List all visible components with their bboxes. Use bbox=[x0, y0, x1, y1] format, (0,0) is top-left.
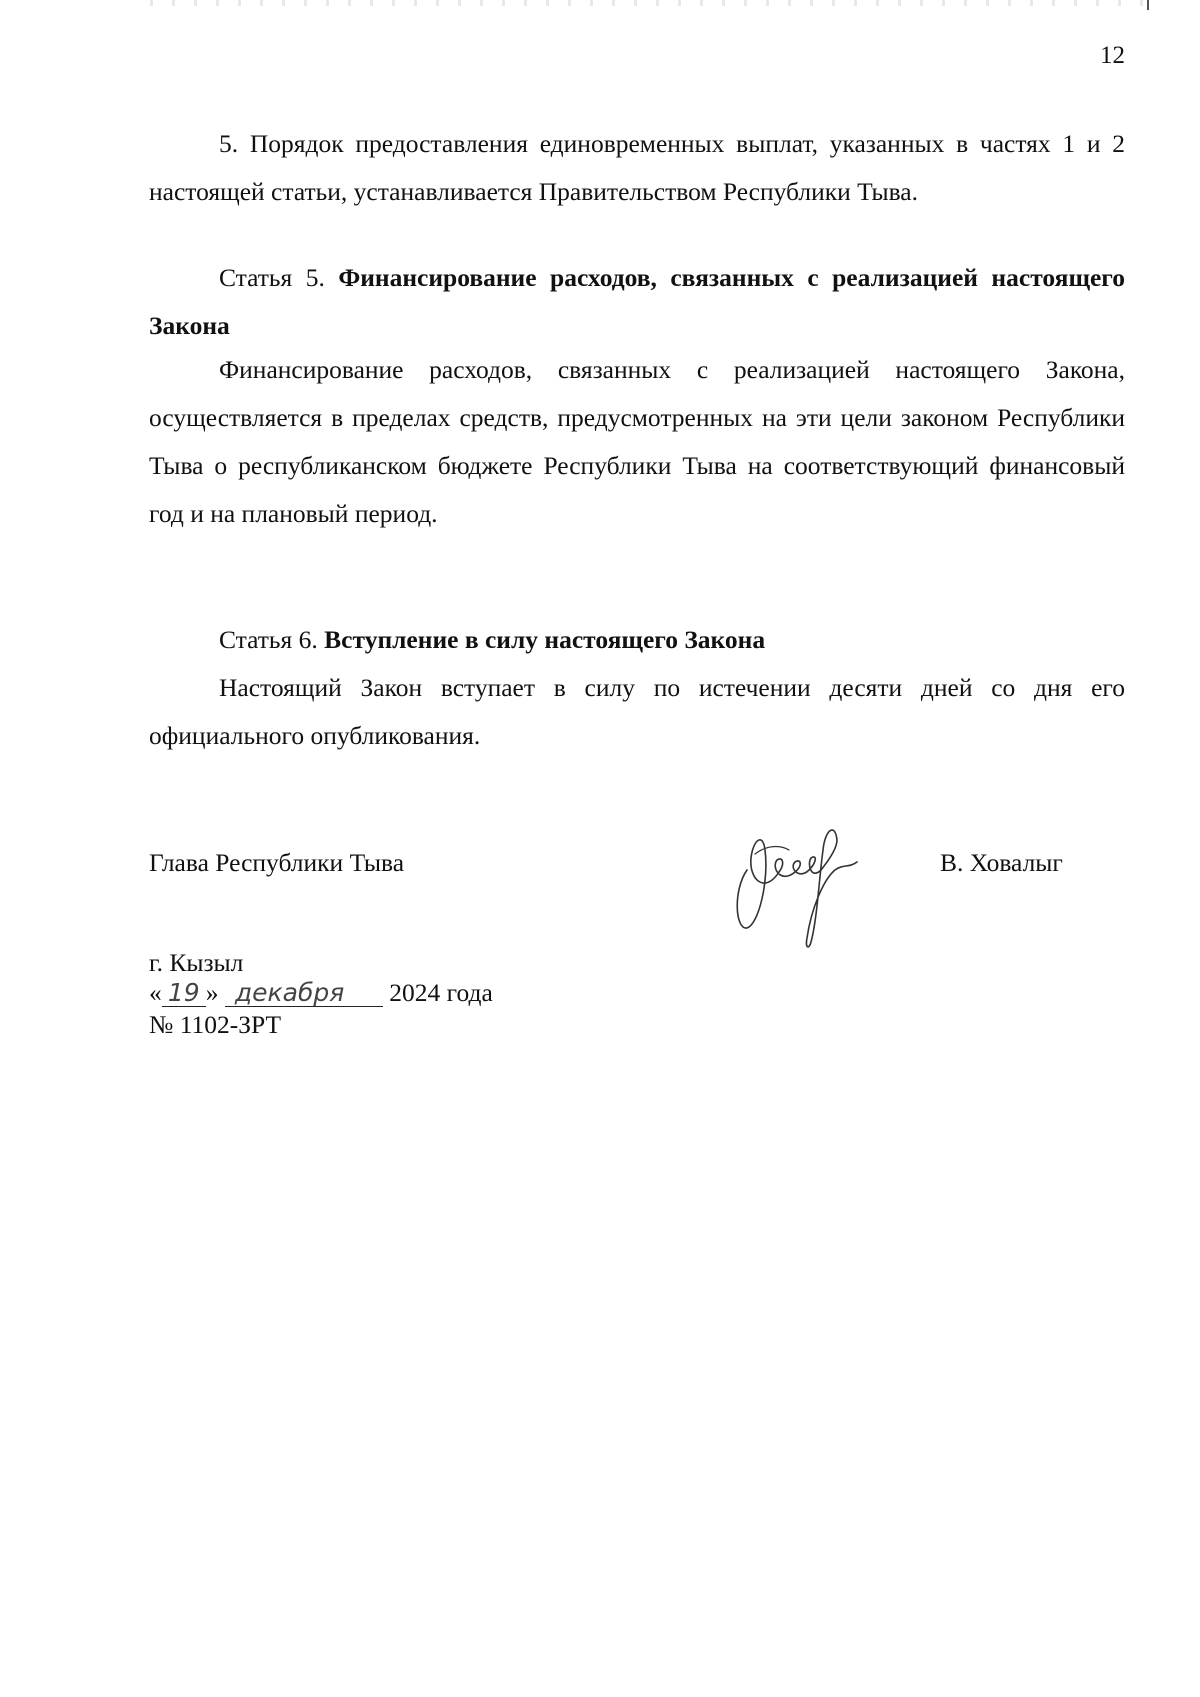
date-day: 19 bbox=[162, 980, 206, 1007]
scan-edge-artifact bbox=[150, 0, 1150, 6]
article-5-prefix: Статья 5. bbox=[219, 263, 325, 292]
article-5-title: Финансирование расходов, связанных с реализацией настоящего Закона bbox=[149, 263, 1125, 340]
law-number: № 1102-ЗРТ bbox=[149, 1010, 282, 1039]
signatory-name: В. Ховалыг bbox=[940, 848, 1063, 877]
article-6-heading bbox=[149, 616, 1125, 664]
date-year: 2024 года bbox=[389, 978, 493, 1007]
article-5-body: Финансирование расходов, связанных с реализацией настоящего Закона, осуществляется в пределах средств, предусмотренных на эти цели законом Республики Тыва о республиканском бюджете Республики Тыва на соответствующий финансовый год и на плановый период. bbox=[149, 355, 1125, 528]
city: г. Кызыл bbox=[149, 948, 244, 977]
scan-edge-mark bbox=[1147, 0, 1149, 10]
article-6-prefix: Статья 6. bbox=[219, 625, 318, 654]
paragraph-5: 5. Порядок предоставления единовременных выплат, указанных в частях 1 и 2 настоящей статьи, устанавливается Правительством Республики Тыва. bbox=[149, 129, 1125, 206]
handwritten-signature bbox=[725, 810, 895, 960]
page-number: 12 bbox=[1100, 42, 1125, 69]
date-close-quote: » bbox=[205, 978, 219, 1007]
article-5-heading bbox=[149, 254, 1125, 350]
signing-date bbox=[149, 978, 493, 1008]
article-6-title: Вступление в силу настоящего Закона bbox=[324, 625, 766, 654]
date-month: декабря bbox=[225, 980, 383, 1007]
signatory-position: Глава Республики Тыва bbox=[149, 848, 405, 877]
article-6-body: Настоящий Закон вступает в силу по истечении десяти дней со дня его официального опубликования. bbox=[149, 673, 1125, 750]
date-open-quote: « bbox=[149, 978, 162, 1007]
